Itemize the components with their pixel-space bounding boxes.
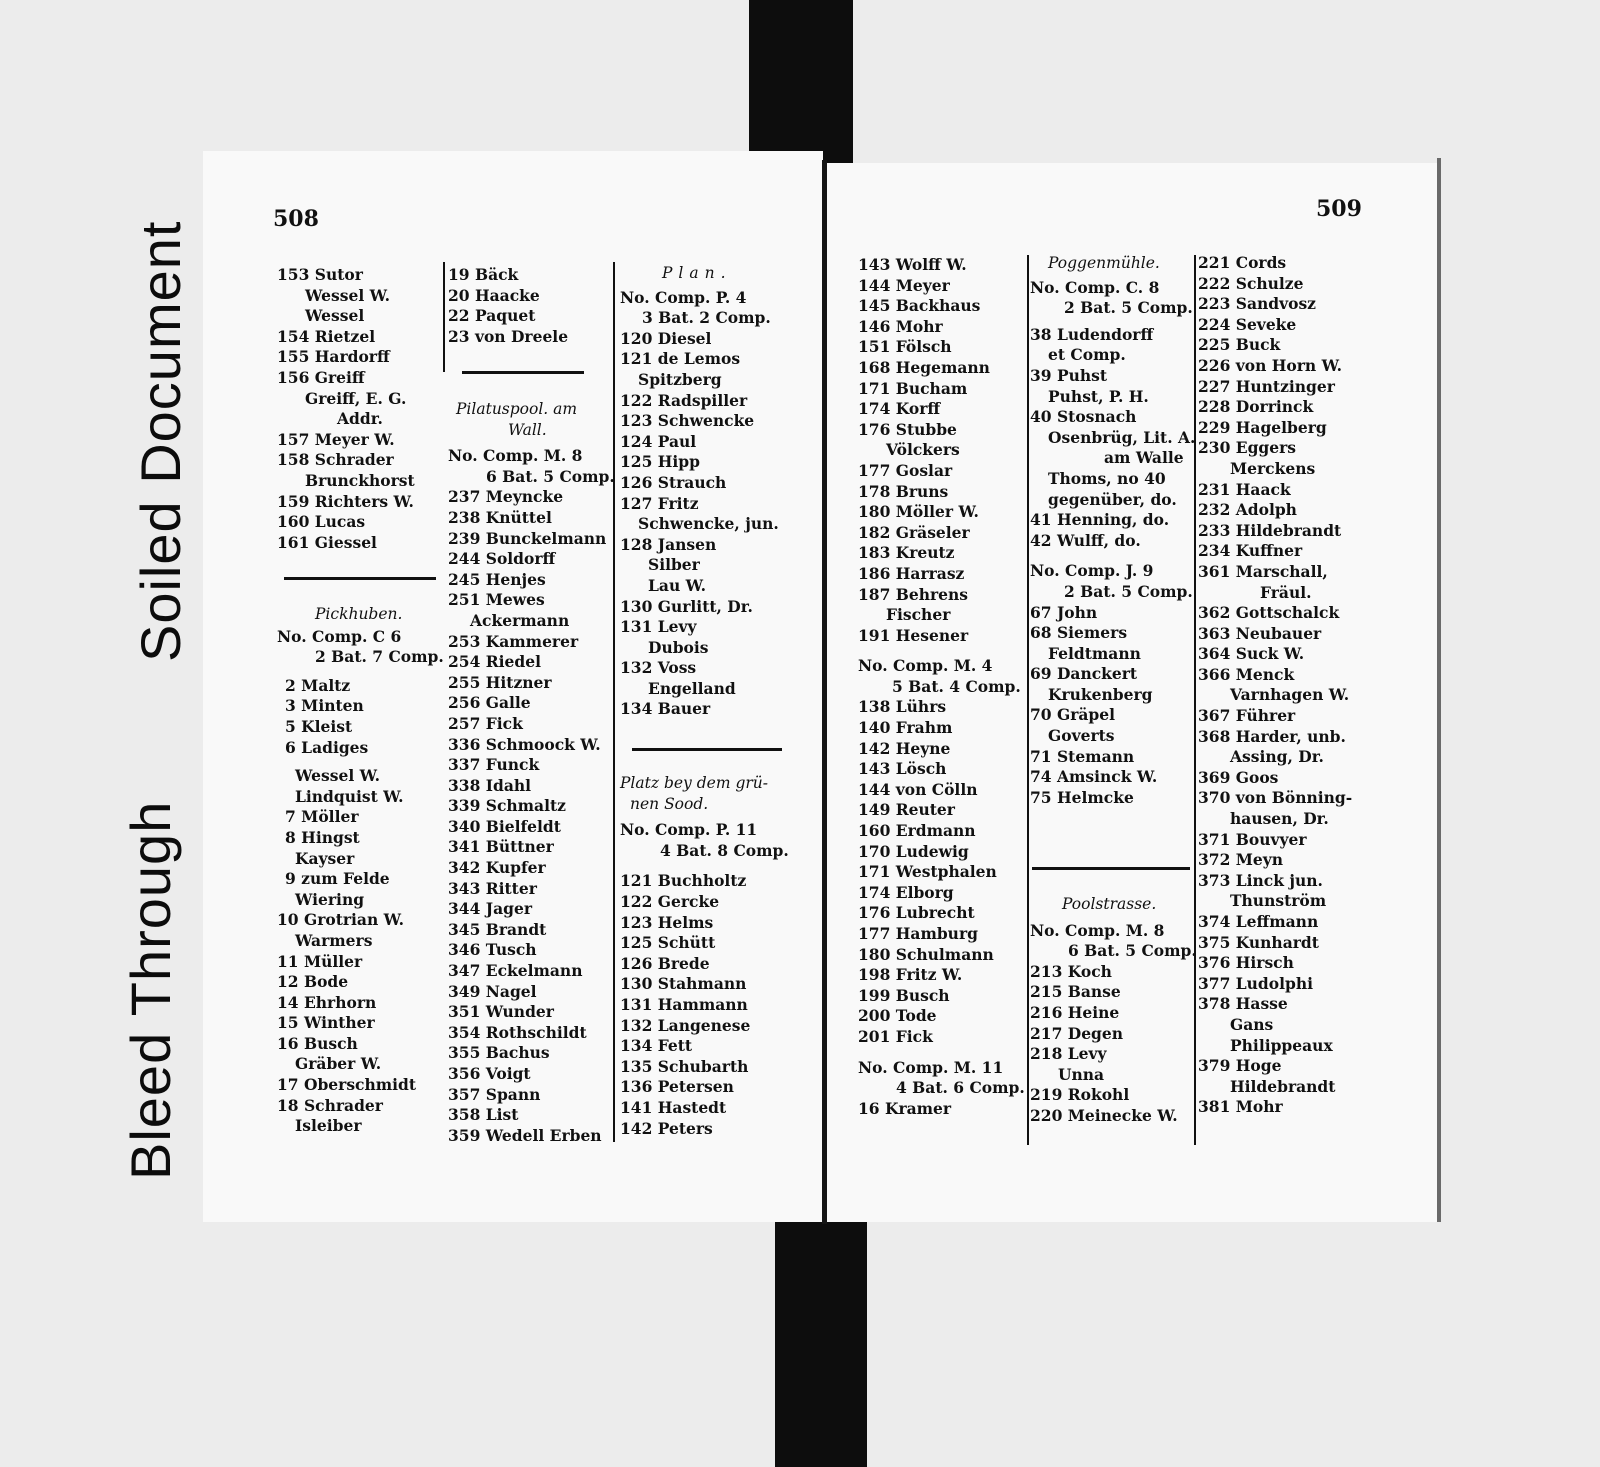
section-rule: [1032, 867, 1190, 870]
entry: 16 Busch: [277, 1033, 358, 1053]
entry: 136 Petersen: [620, 1077, 734, 1097]
entry: 183 Kreutz: [858, 543, 955, 563]
entry: 20 Haacke: [448, 285, 540, 305]
entry: Wiering: [295, 889, 365, 909]
column-rule: [1027, 255, 1029, 1145]
entry: 351 Wunder: [448, 1002, 554, 1022]
spacer: [620, 861, 789, 871]
entry: Silber: [648, 555, 700, 575]
entry: 200 Tode: [858, 1006, 937, 1026]
entry: 154 Rietzel: [277, 326, 376, 346]
entry: 213 Koch: [1030, 961, 1112, 981]
binding-spine-top: [749, 0, 853, 168]
entry: 132 Voss: [620, 658, 697, 678]
entry: hausen, Dr.: [1230, 809, 1329, 829]
entry: 366 Menck: [1198, 664, 1295, 684]
entry: 337 Funck: [448, 755, 540, 775]
entry: 126 Strauch: [620, 472, 727, 492]
entry: 2 Bat. 5 Comp.: [1064, 298, 1193, 318]
column-1-top: [277, 265, 415, 553]
entry: 368 Harder, unb.: [1198, 726, 1346, 746]
entry: 201 Fick: [858, 1026, 933, 1046]
entry: 257 Fick: [448, 713, 523, 733]
entry: 355 Bachus: [448, 1043, 550, 1063]
entry: 171 Westphalen: [858, 862, 997, 882]
entry: Fräul.: [1260, 582, 1312, 602]
binding-spine-bottom: [775, 1222, 867, 1467]
entry: 144 Meyer: [858, 275, 950, 295]
entry: 244 Soldorff: [448, 549, 556, 569]
entry: 126 Brede: [620, 953, 710, 973]
entry: 237 Meyncke: [448, 487, 564, 507]
entry: No. Comp. C. 8: [1030, 277, 1160, 297]
entry: 14 Ehrhorn: [277, 992, 377, 1012]
entry: Unna: [1058, 1064, 1105, 1084]
entry: 5 Kleist: [285, 716, 353, 736]
entry: No. Comp. P. 11: [620, 820, 758, 840]
entry: 198 Fritz W.: [858, 965, 963, 985]
spacer: [858, 646, 1025, 656]
entry: 225 Buck: [1198, 335, 1281, 355]
entry: 158 Schrader: [277, 450, 394, 470]
stamp-bleed-through: Bleed Through: [119, 800, 182, 1180]
entry: 224 Seveke: [1198, 314, 1297, 334]
entry: 191 Hesener: [858, 625, 969, 645]
entry: am Walle: [1104, 448, 1184, 468]
entry: 254 Riedel: [448, 652, 541, 672]
entry: 340 Bielfeldt: [448, 816, 561, 836]
entry: 141 Hastedt: [620, 1097, 727, 1117]
entry: 373 Linck jun.: [1198, 870, 1323, 890]
entry: No. Comp. J. 9: [1030, 561, 1154, 581]
entry: Gräber W.: [295, 1054, 382, 1074]
entry: 4 Bat. 6 Comp.: [896, 1078, 1025, 1098]
entry: 157 Meyer W.: [277, 429, 395, 449]
entry: Gans: [1230, 1014, 1274, 1034]
column-5-top: [1030, 253, 1195, 808]
entry: 182 Gräseler: [858, 522, 970, 542]
entry: Varnhagen W.: [1230, 685, 1350, 705]
entry: Philippeaux: [1230, 1035, 1333, 1055]
entry: 67 John: [1030, 602, 1098, 622]
entry: 161 Giessel: [277, 532, 377, 552]
entry: 15 Winther: [277, 1013, 375, 1033]
entry: Wessel W.: [295, 766, 380, 786]
entry: 11 Müller: [277, 951, 363, 971]
entry: 138 Lührs: [858, 697, 947, 717]
entry: 226 von Horn W.: [1198, 355, 1342, 375]
entry: 370 von Bönning-: [1198, 788, 1353, 808]
entry: 131 Levy: [620, 617, 697, 637]
entry: 125 Hipp: [620, 452, 700, 472]
entry: Thunström: [1230, 891, 1327, 911]
entry: 132 Langenese: [620, 1015, 751, 1035]
entry: Feldtmann: [1048, 643, 1141, 663]
entry: 347 Eckelmann: [448, 961, 583, 981]
entry: No. Comp. P. 4: [620, 287, 747, 307]
entry: 23 von Dreele: [448, 326, 569, 346]
entry: 362 Gottschalck: [1198, 603, 1340, 623]
entry: 153 Sutor: [277, 265, 363, 284]
stamp-soiled-document: Soiled Document: [129, 220, 192, 662]
entry: 231 Haack: [1198, 479, 1291, 499]
column-4: [858, 255, 1025, 1119]
entry: 2 Maltz: [285, 675, 351, 695]
entry: 145 Backhaus: [858, 296, 981, 316]
entry: 2 Bat. 7 Comp.: [315, 647, 444, 667]
entry: Fischer: [886, 605, 951, 625]
entry: Isleiber: [295, 1116, 362, 1136]
entry: 338 Idahl: [448, 775, 532, 795]
entry: 227 Huntzinger: [1198, 376, 1335, 396]
entry: 40 Stosnach: [1030, 407, 1137, 427]
entry: 75 Helmcke: [1030, 787, 1134, 807]
entry: Brunckhorst: [305, 470, 415, 490]
entry: 9 zum Felde: [285, 869, 390, 889]
entry: 121 Buchholtz: [620, 871, 747, 891]
entry: 3 Minten: [285, 696, 364, 716]
entry: No. Comp. C 6: [277, 626, 402, 646]
entry: 134 Fett: [620, 1036, 693, 1056]
entry: 174 Elborg: [858, 882, 954, 902]
entry: 70 Gräpel: [1030, 705, 1116, 725]
entry: Lindquist W.: [295, 786, 404, 806]
entry: 16 Kramer: [858, 1098, 952, 1118]
entry: 125 Schütt: [620, 933, 716, 953]
section-rule: [284, 577, 436, 580]
entry: 215 Banse: [1030, 982, 1121, 1002]
entry: 22 Paquet: [448, 306, 536, 326]
entry: Addr.: [337, 409, 383, 429]
entry: 38 Ludendorff: [1030, 324, 1154, 344]
entry: 256 Galle: [448, 693, 531, 713]
entry: 180 Schulmann: [858, 944, 994, 964]
entry: 217 Degen: [1030, 1023, 1124, 1043]
page-right-edge: [1437, 158, 1441, 1222]
entry: 221 Cords: [1198, 253, 1287, 272]
column-2-top: [448, 265, 568, 347]
entry: 168 Hegemann: [858, 357, 990, 377]
entry: 186 Harrasz: [858, 563, 965, 583]
section-rule: [462, 371, 584, 374]
entry: 170 Ludewig: [858, 841, 969, 861]
entry: 376 Hirsch: [1198, 953, 1294, 973]
entry: Spitzberg: [638, 369, 722, 389]
entry: Schwencke, jun.: [638, 514, 779, 534]
entry: 349 Nagel: [448, 981, 537, 1001]
entry: 121 de Lemos: [620, 349, 741, 369]
column-3-bottom: [620, 773, 789, 1139]
entry: 12 Bode: [277, 972, 349, 992]
entry: 68 Siemers: [1030, 623, 1128, 643]
entry: 229 Hagelberg: [1198, 417, 1327, 437]
section-heading: Pilatuspool. am: [456, 400, 578, 418]
entry: Merckens: [1230, 458, 1316, 478]
entry: 255 Hitzner: [448, 672, 552, 692]
entry: 177 Hamburg: [858, 924, 978, 943]
entry: 346 Tusch: [448, 940, 537, 960]
entry: 18 Schrader: [277, 1095, 383, 1115]
section-rule: [632, 748, 782, 751]
entry: 151 Fölsch: [858, 337, 952, 357]
entry: 6 Bat. 5 Comp.: [486, 466, 615, 486]
entry: 7 Möller: [285, 807, 359, 827]
entry: 146 Mohr: [858, 316, 943, 336]
entry: 39 Puhst: [1030, 365, 1108, 385]
entry: 354 Rothschildt: [448, 1022, 587, 1042]
entry: Engelland: [648, 678, 736, 698]
entry: 374 Leffmann: [1198, 912, 1319, 931]
entry: 122 Radspiller: [620, 390, 748, 410]
section-heading: Poolstrasse.: [1062, 895, 1157, 913]
book-gutter: [822, 160, 827, 1224]
entry: 6 Ladiges: [285, 737, 369, 757]
entry: 371 Bouvyer: [1198, 829, 1307, 849]
entry: 4 Bat. 8 Comp.: [660, 840, 789, 860]
entry: 187 Behrens: [858, 584, 969, 604]
entry: 222 Schulze: [1198, 273, 1304, 293]
entry: 142 Heyne: [858, 738, 951, 758]
entry: No. Comp. M. 11: [858, 1057, 1004, 1077]
entry: gegenüber, do.: [1048, 489, 1177, 509]
column-1-bottom: [277, 604, 444, 1137]
entry: 17 Oberschmidt: [277, 1075, 417, 1095]
entry: 127 Fritz: [620, 493, 699, 513]
entry: 5 Bat. 4 Comp.: [892, 676, 1021, 696]
entry: 363 Neubauer: [1198, 623, 1322, 643]
entry: 176 Stubbe: [858, 419, 957, 439]
entry: 156 Greiff: [277, 367, 365, 387]
entry: 160 Erdmann: [858, 821, 976, 841]
section-heading: Wall.: [508, 420, 547, 439]
entry: Puhst, P. H.: [1048, 386, 1149, 406]
entry: Lau W.: [648, 575, 706, 595]
section-heading: Plan.: [662, 264, 732, 282]
spacer: [1030, 551, 1195, 561]
entry: 122 Gercke: [620, 891, 720, 911]
entry: Thoms, no 40: [1048, 468, 1166, 488]
entry: 378 Hasse: [1198, 994, 1288, 1014]
section-heading: Pickhuben.: [315, 605, 403, 623]
entry: 341 Büttner: [448, 837, 554, 857]
entry: 41 Henning, do.: [1030, 510, 1170, 530]
entry: 369 Goos: [1198, 767, 1279, 787]
entry: 10 Grotrian W.: [277, 910, 405, 930]
entry: 159 Richters W.: [277, 491, 414, 511]
entry: 219 Rokohl: [1030, 1085, 1130, 1105]
entry: 178 Bruns: [858, 481, 949, 501]
entry: 155 Hardorff: [277, 347, 390, 367]
entry: Warmers: [295, 930, 373, 950]
entry: 251 Mewes: [448, 590, 545, 610]
entry: 239 Bunckelmann: [448, 528, 607, 548]
spacer: [858, 1048, 1025, 1058]
entry: 69 Danckert: [1030, 664, 1138, 684]
entry: 123 Schwencke: [620, 411, 755, 431]
entry: 8 Hingst: [285, 827, 360, 847]
entry: 134 Bauer: [620, 699, 711, 719]
entry: 124 Paul: [620, 431, 697, 451]
entry: 3 Bat. 2 Comp.: [642, 308, 771, 328]
entry: 245 Henjes: [448, 569, 546, 589]
entry: Ackermann: [470, 610, 570, 630]
entry: 253 Kammerer: [448, 631, 579, 651]
entry: 223 Sandvosz: [1198, 294, 1316, 314]
entry: 358 List: [448, 1105, 519, 1125]
column-2-bottom: [448, 399, 615, 1146]
entry: et Comp.: [1048, 345, 1126, 365]
entry: 359 Wedell Erben: [448, 1125, 602, 1145]
entry: Goverts: [1048, 726, 1115, 746]
column-3-top: [620, 263, 779, 720]
column-5-bottom: [1030, 894, 1197, 1127]
entry: 234 Kuffner: [1198, 541, 1303, 561]
entry: 230 Eggers: [1198, 438, 1296, 458]
column-6: [1198, 253, 1352, 1118]
entry: 71 Stemann: [1030, 746, 1135, 766]
entry: 375 Kunhardt: [1198, 932, 1319, 952]
entry: Hildebrandt: [1230, 1076, 1336, 1096]
entry: 123 Helms: [620, 912, 714, 932]
entry: 345 Brandt: [448, 919, 547, 939]
entry: Kayser: [295, 848, 355, 868]
entry: 364 Suck W.: [1198, 644, 1305, 664]
entry: 233 Hildebrandt: [1198, 520, 1342, 540]
entry: 2 Bat. 5 Comp.: [1064, 581, 1193, 601]
entry: 367 Führer: [1198, 706, 1296, 726]
entry: 220 Meinecke W.: [1030, 1105, 1178, 1125]
entry: 361 Marschall,: [1198, 561, 1328, 581]
entry: 128 Jansen: [620, 534, 717, 554]
entry: 42 Wulff, do.: [1030, 530, 1141, 550]
page-number-right: 509: [1316, 196, 1362, 222]
entry: Wessel: [305, 306, 365, 326]
entry: 336 Schmoock W.: [448, 734, 601, 754]
entry: 343 Ritter: [448, 878, 537, 898]
entry: 381 Mohr: [1198, 1097, 1283, 1117]
entry: 176 Lubrecht: [858, 903, 975, 923]
entry: Dubois: [648, 637, 709, 657]
entry: 131 Hammann: [620, 994, 748, 1014]
entry: 379 Hoge: [1198, 1056, 1282, 1076]
entry: 216 Heine: [1030, 1002, 1120, 1022]
entry: 19 Bäck: [448, 265, 519, 284]
entry: 149 Reuter: [858, 800, 955, 820]
page-number-left: 508: [273, 206, 319, 232]
entry: Völckers: [886, 440, 960, 460]
section-heading: Poggenmühle.: [1048, 254, 1160, 272]
entry: 140 Frahm: [858, 718, 953, 738]
entry: 357 Spann: [448, 1084, 541, 1104]
entry: 199 Busch: [858, 985, 950, 1005]
entry: Greiff, E. G.: [305, 388, 407, 408]
entry: 160 Lucas: [277, 512, 366, 532]
spacer: [277, 668, 444, 676]
entry: 372 Meyn: [1198, 850, 1284, 870]
entry: 130 Stahmann: [620, 974, 747, 994]
entry: 377 Ludolphi: [1198, 973, 1313, 993]
entry: 142 Peters: [620, 1118, 713, 1138]
entry: 171 Bucham: [858, 378, 968, 398]
column-rule: [443, 262, 445, 372]
entry: Assing, Dr.: [1230, 747, 1324, 767]
entry: 342 Kupfer: [448, 858, 546, 878]
entry: 356 Voigt: [448, 1064, 531, 1083]
section-heading: nen Sood.: [630, 794, 709, 813]
entry: 74 Amsinck W.: [1030, 767, 1158, 787]
entry: 228 Dorrinck: [1198, 397, 1314, 417]
spacer: [277, 758, 444, 766]
entry: 174 Korff: [858, 399, 941, 419]
entry: 144 von Cölln: [858, 779, 978, 799]
entry: No. Comp. M. 4: [858, 656, 993, 676]
entry: 135 Schubarth: [620, 1056, 749, 1076]
entry: 238 Knüttel: [448, 507, 552, 527]
entry: No. Comp. M. 8: [1030, 920, 1165, 940]
section-heading: Platz bey dem grü-: [620, 774, 768, 792]
entry: Wessel W.: [305, 285, 390, 305]
entry: 130 Gurlitt, Dr.: [620, 596, 753, 616]
entry: 143 Wolff W.: [858, 255, 967, 274]
entry: Osenbrüg, Lit. A.: [1048, 427, 1196, 447]
entry: 232 Adolph: [1198, 500, 1297, 520]
entry: 339 Schmaltz: [448, 796, 566, 816]
entry: 344 Jager: [448, 899, 532, 919]
entry: 177 Goslar: [858, 460, 953, 480]
entry: 218 Levy: [1030, 1044, 1107, 1064]
entry: 143 Lösch: [858, 759, 947, 779]
entry: Krukenberg: [1048, 684, 1153, 704]
entry: 6 Bat. 5 Comp.: [1068, 941, 1197, 961]
entry: No. Comp. M. 8: [448, 446, 583, 466]
entry: 120 Diesel: [620, 328, 712, 348]
entry: 180 Möller W.: [858, 502, 979, 522]
